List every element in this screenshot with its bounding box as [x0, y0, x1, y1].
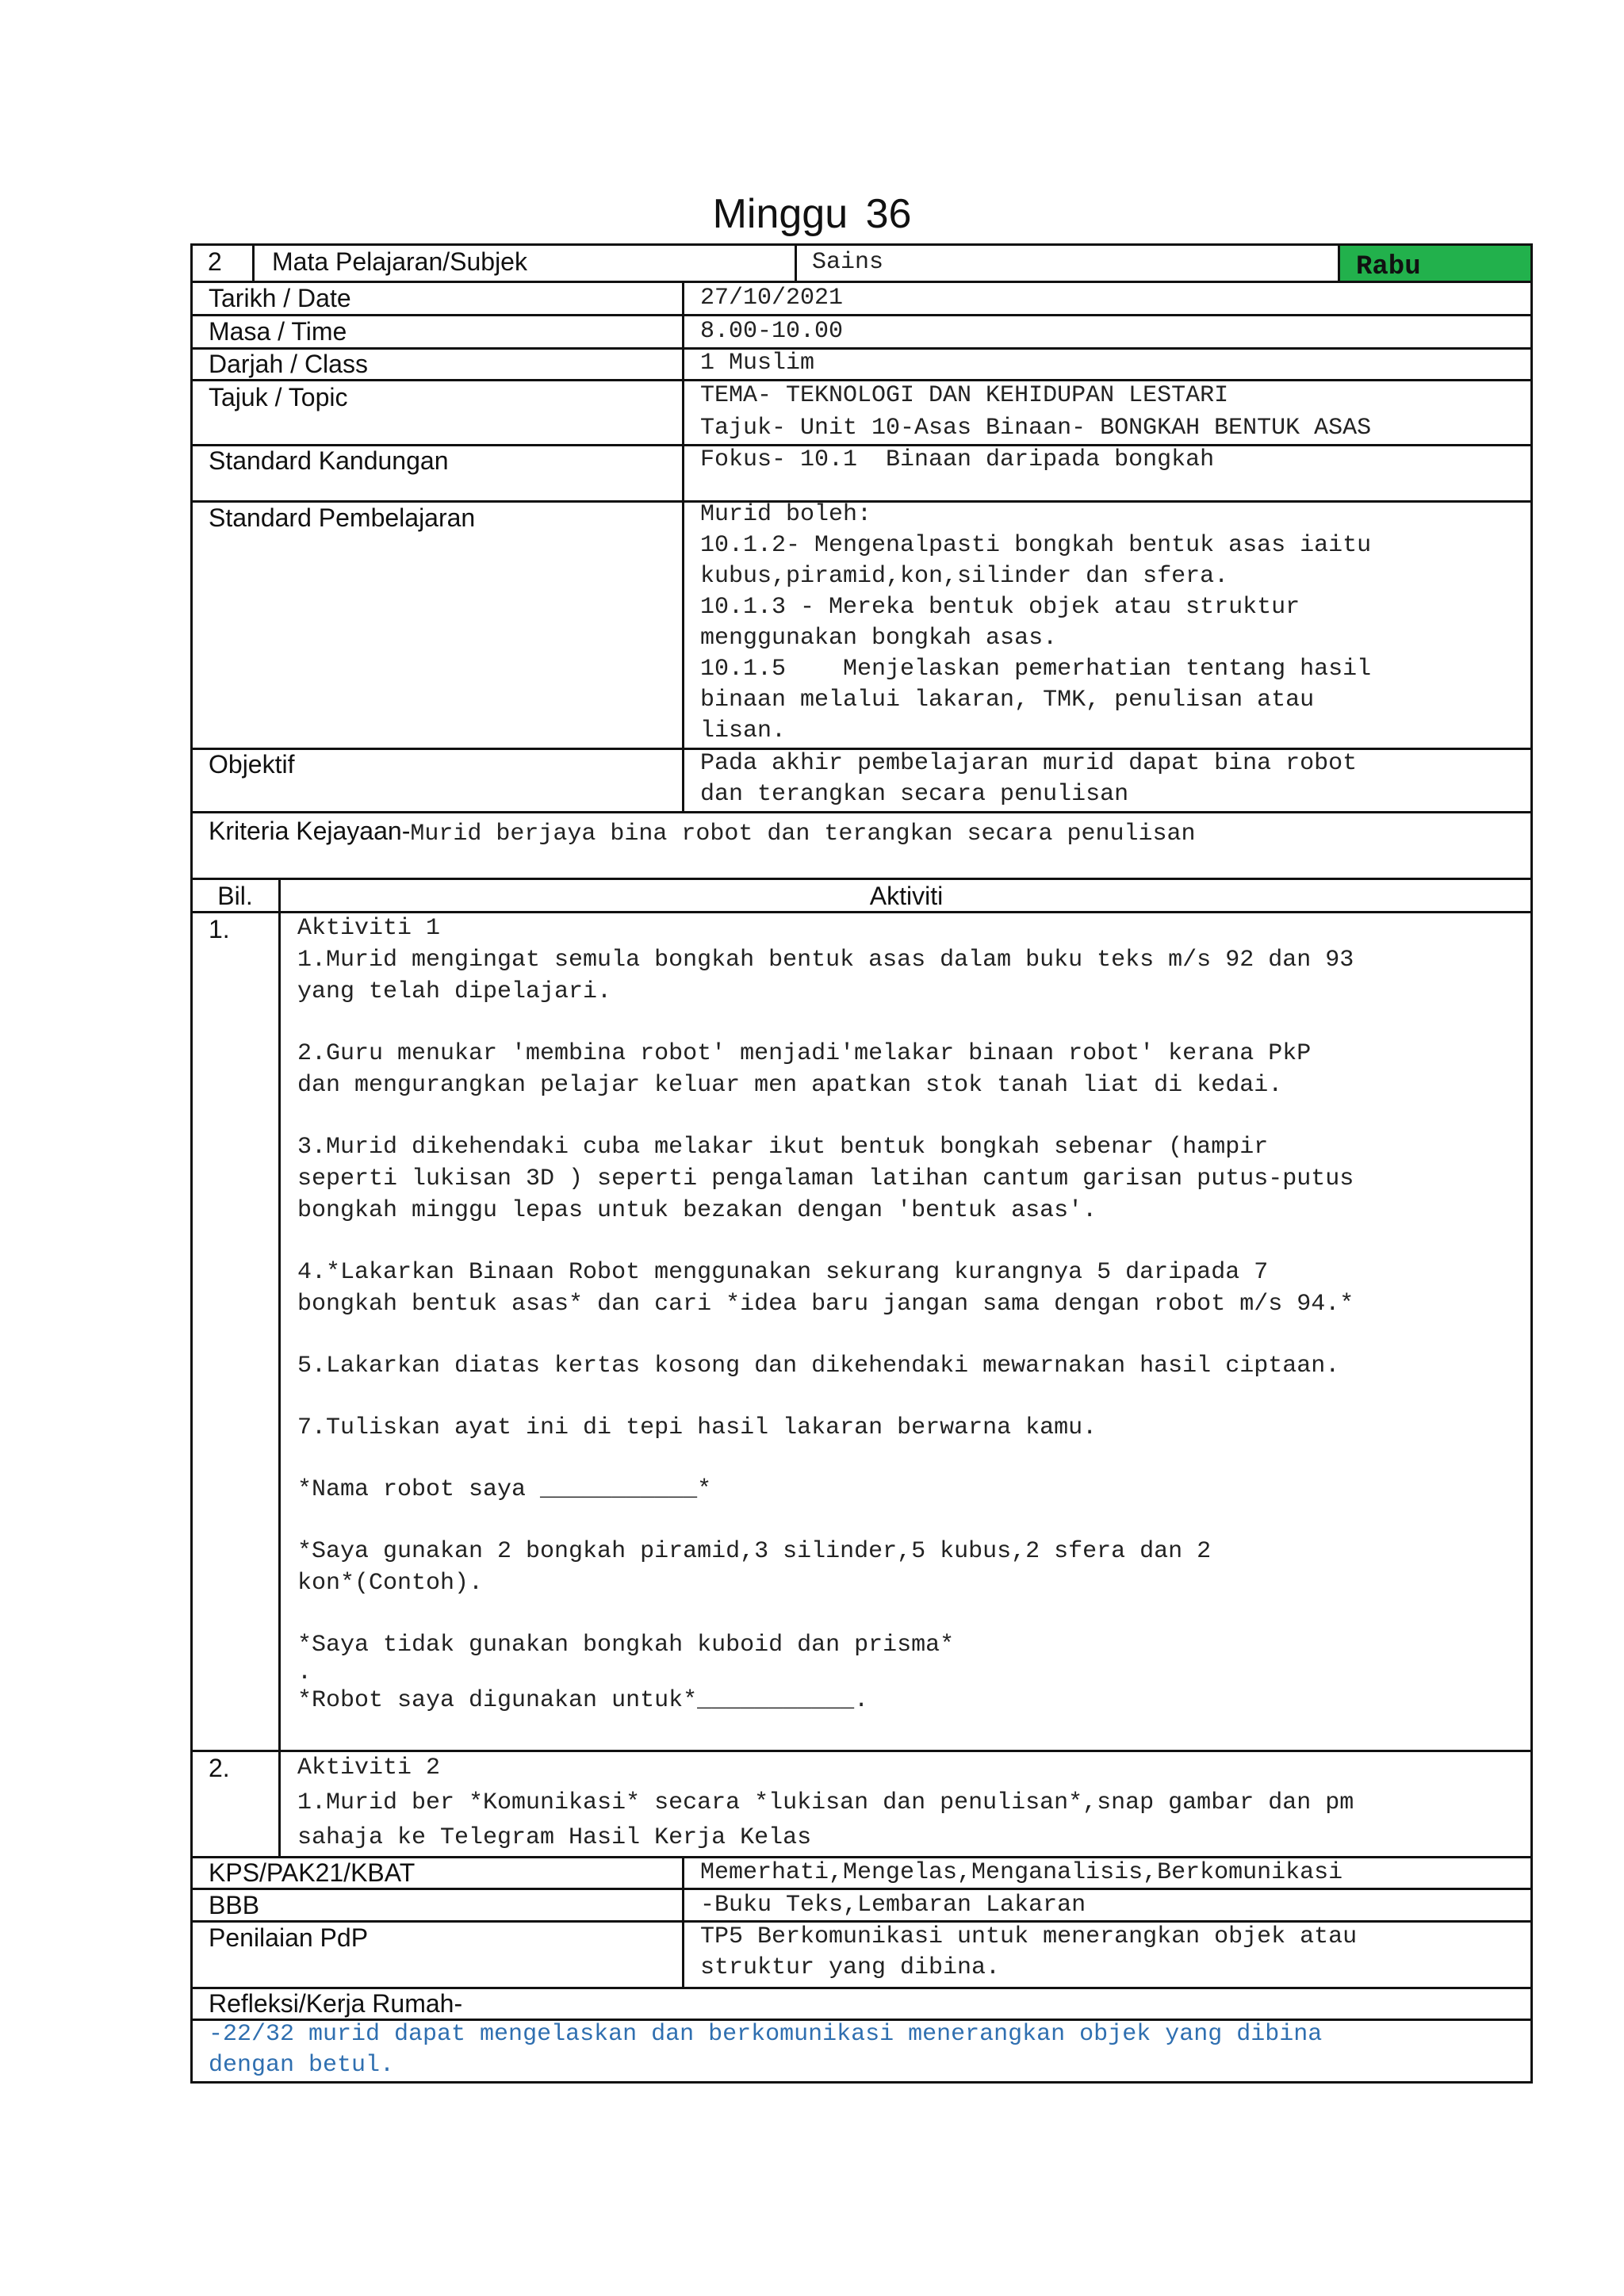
date-value: 27/10/2021 — [700, 285, 844, 312]
day-badge — [1338, 243, 1533, 283]
activity-1-title: Aktiviti 1 — [297, 915, 441, 942]
objective-value — [700, 748, 1357, 810]
criteria-label: Kriteria Kejayaan- — [209, 817, 411, 845]
activity-line: 1.Murid ber *Komunikasi* secara *lukisan dan penulisan*,snap gambar dan pm — [297, 1789, 1354, 1816]
pdp-value — [700, 1922, 1357, 1984]
activity-line: dan mengurangkan pelajar keluar men apatkan stok tanah liat di kedai. — [297, 1072, 1283, 1099]
activity-line: 1.Murid mengingat semula bongkah bentuk asas dalam buku teks m/s 92 dan 93 — [297, 947, 1354, 974]
bbb-label: BBB — [209, 1891, 260, 1919]
pdp-line: struktur yang dibina. — [700, 1954, 1001, 1981]
pdp-label: Penilaian PdP — [209, 1923, 369, 1952]
kps-value: Memerhati,Mengelas,Menganalisis,Berkomunikasi — [700, 1859, 1343, 1886]
activity-line: . — [297, 1659, 312, 1686]
aktiviti-header: Aktiviti — [869, 882, 944, 910]
topic-line: TEMA- TEKNOLOGI DAN KEHIDUPAN LESTARI — [700, 382, 1229, 409]
standard-pembelajaran-label: Standard Pembelajaran — [209, 503, 476, 532]
activity-line: seperti lukisan 3D ) seperti pengalaman latihan cantum garisan putus-putus — [297, 1165, 1354, 1192]
sp-line: lisan. — [700, 718, 787, 744]
label-column-divider — [682, 281, 684, 813]
standard-kandungan-label: Standard Kandungan — [209, 446, 449, 475]
day-label: Rabu — [1356, 252, 1421, 282]
subject-value: Sains — [812, 249, 884, 276]
date-row — [190, 281, 1533, 316]
pdp-line: TP5 Berkomunikasi untuk menerangkan objek atau — [700, 1923, 1358, 1950]
activity-line: 7.Tuliskan ayat ini di tepi hasil lakaran berwarna kamu. — [297, 1414, 1097, 1441]
topic-line: Tajuk- Unit 10-Asas Binaan- BONGKAH BENTUK ASAS — [700, 415, 1372, 442]
reflection-label: Refleksi/Kerja Rumah- — [209, 1989, 463, 2018]
reflection-line: -22/32 murid dapat mengelaskan dan berkomunikasi menerangkan objek yang dibina — [209, 2021, 1323, 2048]
sp-line: menggunakan bongkah asas. — [700, 625, 1058, 652]
objective-line: dan terangkan secara penulisan — [700, 781, 1129, 808]
activity-line: kon*(Contoh). — [297, 1570, 484, 1597]
bbb-value: -Buku Teks,Lembaran Lakaran — [700, 1892, 1086, 1919]
date-label: Tarikh / Date — [209, 284, 351, 312]
bil-column-divider — [278, 878, 281, 1858]
activity-line: bongkah minggu lepas untuk bezakan dengan 'bentuk asas'. — [297, 1197, 1097, 1224]
activity-line: *Saya gunakan 2 bongkah piramid,3 silinder,5 kubus,2 sfera dan 2 — [297, 1538, 1212, 1565]
footer-column-divider — [682, 1856, 684, 1989]
header-number: 2 — [208, 247, 222, 276]
standard-kandungan-value: Fokus- 10.1 Binaan daripada bongkah — [700, 446, 1215, 473]
criteria-value: Murid berjaya bina robot dan terangkan secara penulisan — [410, 821, 1196, 848]
objective-label: Objektif — [209, 750, 295, 779]
sp-line: 10.1.2- Mengenalpasti bongkah bentuk asas iaitu — [700, 532, 1372, 559]
reflection-value — [209, 2019, 1322, 2081]
activity-1-number: 1. — [209, 915, 230, 943]
time-label: Masa / Time — [209, 317, 347, 346]
objective-line: Pada akhir pembelajaran murid dapat bina robot — [700, 750, 1358, 777]
kps-label: KPS/PAK21/KBAT — [209, 1858, 416, 1887]
activity-line: *Saya tidak gunakan bongkah kuboid dan prisma* — [297, 1632, 955, 1659]
class-label: Darjah / Class — [209, 350, 368, 378]
bil-header: Bil. — [217, 882, 253, 910]
topic-label: Tajuk / Topic — [209, 383, 348, 411]
activity-line: bongkah bentuk asas* dan cari *idea baru jangan sama dengan robot m/s 94.* — [297, 1291, 1354, 1318]
sp-line: 10.1.5 Menjelaskan pemerhatian tentang hasil — [700, 656, 1372, 683]
activity-1-content — [297, 913, 1354, 1716]
class-value: 1 Muslim — [700, 350, 815, 377]
activity-line: 3.Murid dikehendaki cuba melakar ikut bentuk bongkah sebenar (hampir — [297, 1134, 1269, 1161]
topic-value — [700, 381, 1371, 444]
activity-line: 5.Lakarkan diatas kertas kosong dan dikehendaki mewarnakan hasil ciptaan. — [297, 1353, 1340, 1380]
activity-2-number: 2. — [209, 1754, 230, 1782]
time-value: 8.00-10.00 — [700, 318, 844, 345]
week-title: Minggu 36 — [712, 191, 912, 237]
activity-line: 4.*Lakarkan Binaan Robot menggunakan sekurang kurangnya 5 daripada 7 — [297, 1259, 1269, 1286]
sp-line: kubus,piramid,kon,silinder dan sfera. — [700, 563, 1229, 590]
activity-line: *Nama robot saya ___________* — [297, 1476, 712, 1503]
activity-2-content — [297, 1751, 1354, 1855]
reflection-line: dengan betul. — [209, 2052, 395, 2079]
activity-line: 2.Guru menukar 'membina robot' menjadi'melakar binaan robot' kerana PkP — [297, 1040, 1312, 1067]
subject-label: Mata Pelajaran/Subjek — [272, 247, 527, 276]
activity-line: sahaja ke Telegram Hasil Kerja Kelas — [297, 1824, 812, 1851]
activity-line: yang telah dipelajari. — [297, 978, 612, 1005]
activity-line: *Robot saya digunakan untuk*___________. — [297, 1687, 869, 1714]
time-row — [190, 314, 1533, 350]
criteria — [209, 815, 1196, 850]
activity-2-title: Aktiviti 2 — [297, 1755, 441, 1781]
class-row — [190, 347, 1533, 381]
standard-pembelajaran-value — [700, 499, 1371, 747]
sp-line: 10.1.3 - Mereka bentuk objek atau struktur — [700, 594, 1300, 621]
sp-line: binaan melalui lakaran, TMK, penulisan atau — [700, 687, 1315, 714]
sp-line: Murid boleh: — [700, 501, 872, 528]
header-number-cell — [190, 243, 255, 283]
